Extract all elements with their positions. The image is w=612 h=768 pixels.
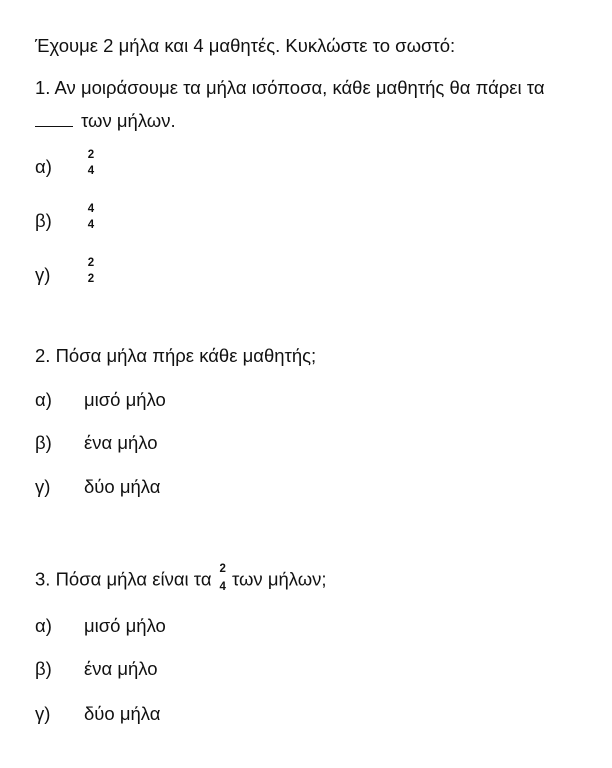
q1-option-b-fraction [86, 204, 96, 231]
question-1-line-2-text: των μήλων. [81, 110, 176, 131]
question-1-line-2 [35, 110, 176, 132]
fraction-numerator: 2 [219, 563, 226, 575]
q3-option-c-text: δύο μήλα [84, 703, 161, 724]
q1-option-b-letter: β) [35, 210, 52, 231]
intro-text: Έχουμε 2 μήλα και 4 μαθητές. Κυκλώστε το σωστό: [35, 35, 456, 56]
q1-option-c-fraction [86, 258, 96, 285]
fraction-denominator: 4 [87, 164, 95, 177]
q2-option-a-letter: α) [35, 389, 52, 410]
q2-option-b-letter: β) [35, 432, 52, 453]
fraction-numerator: 2 [87, 149, 95, 161]
q3-option-a-text: μισό μήλο [84, 615, 166, 636]
question-1-line-1: 1. Αν μοιράσουμε τα μήλα ισόποσα, κάθε μαθητής θα πάρει τα [35, 77, 545, 98]
question-3-fraction [220, 564, 226, 593]
question-3-text-before: 3. Πόσα μήλα είναι τα [35, 568, 212, 590]
fraction-denominator: 4 [87, 218, 95, 231]
q1-option-a-fraction [86, 150, 96, 177]
question-3-line [35, 563, 327, 595]
q2-option-c-letter: γ) [35, 476, 51, 497]
q3-option-b-letter: β) [35, 658, 52, 679]
fraction-numerator: 4 [87, 203, 95, 215]
fraction-denominator: 2 [87, 272, 95, 285]
question-3-text-after: των μήλων; [231, 568, 327, 590]
q2-option-b-text: ένα μήλο [84, 432, 158, 453]
q1-option-c-letter: γ) [35, 264, 51, 285]
q3-option-c-letter: γ) [35, 703, 51, 724]
answer-blank [35, 112, 73, 127]
q1-option-a-letter: α) [35, 156, 52, 177]
question-2-text: 2. Πόσα μήλα πήρε κάθε μαθητής; [35, 345, 317, 366]
q2-option-c-text: δύο μήλα [84, 476, 161, 497]
q3-option-a-letter: α) [35, 615, 52, 636]
q2-option-a-text: μισό μήλο [84, 389, 166, 410]
q3-option-b-text: ένα μήλο [84, 658, 158, 679]
fraction-denominator: 4 [219, 580, 226, 593]
fraction-numerator: 2 [87, 257, 95, 269]
